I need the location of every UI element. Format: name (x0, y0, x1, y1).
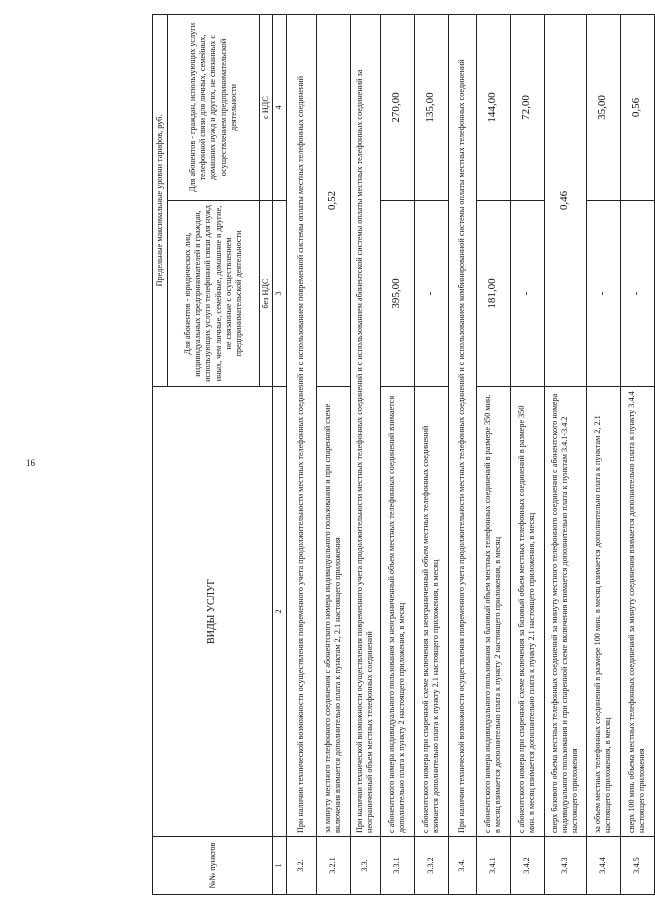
page-number: 16 (26, 458, 35, 468)
table-row (620, 14, 654, 894)
row-value-citizens: 72,00 (510, 14, 544, 200)
table-row-section (448, 14, 476, 894)
row-number: 3.4.2 (510, 837, 544, 895)
row-value-citizens: 35,00 (586, 14, 620, 200)
header-vat-excl: без НДС (260, 201, 273, 387)
header-tariff-group: Предельные максимальные уровни тарифов, руб. (153, 14, 168, 386)
row-text: сверх 100 мин. объема местных телефонных соединений за минуту соединения взимается дополнительно плата к пункту 3.4.4 настоящего приложения (620, 387, 654, 837)
header-services: ВИДЫ УСЛУГ (153, 387, 273, 837)
table-row-section (286, 14, 316, 894)
column-number: 2 (273, 387, 286, 837)
column-number-row (273, 14, 286, 894)
row-text: за минуту местного телефонного соединения с абонентского номера индивидуального пользования и при спаренной схеме включения взимается дополнительно плата к пунктам 2, 2.1 настоящего приложения (316, 387, 350, 837)
table-row (476, 14, 510, 894)
table-row-section (350, 14, 380, 894)
column-number: 1 (273, 837, 286, 895)
table-row (414, 14, 448, 894)
row-text: с абонентского номера индивидуального пользования за базовый объем местных телефонных соединений в размере 350 мин. в месяц взимается дополнительно плата к пункту 2 настоящего приложения, в месяц (476, 387, 510, 837)
row-value-legal: - (510, 201, 544, 387)
row-text: с абонентского номера при спаренной схеме включения за неограниченный объем местных телефонных соединений взимается дополнительно плата к пункту 2.1 настоящего приложения, в месяц (414, 387, 448, 837)
row-value-citizens: 144,00 (476, 14, 510, 200)
section-text: При наличии технической возможности осуществления повременного учета продолжительности местных телефонных соединений и с использованием абонентской системы оплаты местных телефонных соединений за неограниченный объем местных телефонных соединений (350, 14, 380, 836)
row-number: 3.2. (286, 837, 316, 895)
header-row-group (153, 14, 168, 894)
column-number: 3 (273, 201, 286, 387)
tariff-table (152, 14, 655, 895)
table-row (510, 14, 544, 894)
table-row (380, 14, 414, 894)
row-number: 3.4. (448, 837, 476, 895)
row-shared-value: 0,46 (544, 14, 586, 386)
row-shared-value: 0,52 (316, 14, 350, 386)
row-number: 3.4.5 (620, 837, 654, 895)
row-number: 3.2.1 (316, 837, 350, 895)
row-value-legal: - (414, 201, 448, 387)
table-row (316, 14, 350, 894)
row-number: 3.4.4 (586, 837, 620, 895)
row-value-legal: 395,00 (380, 201, 414, 387)
column-number: 4 (273, 14, 286, 200)
row-value-legal: - (620, 201, 654, 387)
row-text: сверх базового объема местных телефонных соединений за минуту местного телефонного соединения с абонентского номера индивидуального пользования и при спаренной схеме включения взимается дополнительно плата к пунктам 3.4.1-3.4.2 настоящего приложения (544, 387, 586, 837)
row-number: 3.3. (350, 837, 380, 895)
header-vat-incl: с НДС (260, 14, 273, 200)
table-row (544, 14, 586, 894)
tariff-table-container (152, 15, 646, 895)
row-text: с абонентского номера при спаренной схеме включения за базовый объем местных телефонных соединений в размере 350 мин. в месяц взимается дополнительно плата к пункту 2.1 настоящего приложения, в месяц (510, 387, 544, 837)
row-text: с абонентского номера индивидуального пользования за неограниченный объем местных телефонных соединений взимается дополнительно плата к пункту 2 настоящего приложения, в месяц (380, 387, 414, 837)
header-col-legal: Для абонентов - юридических лиц, индивидуальных предпринимателей и граждан, использующих услуги телефонной связи для нужд иных, чем личные, семейные, домашние и другие, не связанные с осуществлением предпринимательской деятельности (168, 201, 260, 387)
row-number: 3.3.1 (380, 837, 414, 895)
row-value-citizens: 0,56 (620, 14, 654, 200)
row-number: 3.4.3 (544, 837, 586, 895)
row-value-citizens: 270,00 (380, 14, 414, 200)
section-text: При наличии технической возможности осуществления повременного учета продолжительности местных телефонных соединений и с использованием комбинированной системы оплаты местных телефонных соединений (448, 14, 476, 836)
header-num: №№ пунктов (153, 837, 273, 895)
row-text: за объем местных телефонных соединений в размере 100 мин. в месяц взимается дополнительно плата к пунктам 2, 2.1 настоящего приложения, в месяц (586, 387, 620, 837)
row-number: 3.3.2 (414, 837, 448, 895)
row-number: 3.4.1 (476, 837, 510, 895)
table-row (586, 14, 620, 894)
row-value-legal: - (586, 201, 620, 387)
row-value-citizens: 135,00 (414, 14, 448, 200)
header-col-citizens: Для абонентов - граждан, использующих услуги телефонной связи для личных, семейных, домашних нужд и других, не связанных с осуществлением предпринимательской деятельности (168, 14, 260, 200)
row-value-legal: 181,00 (476, 201, 510, 387)
section-text: При наличии технической возможности осуществления повременного учета продолжительности местных телефонных соединений и с использованием повременной системы оплаты местных телефонных соединений (286, 14, 316, 836)
